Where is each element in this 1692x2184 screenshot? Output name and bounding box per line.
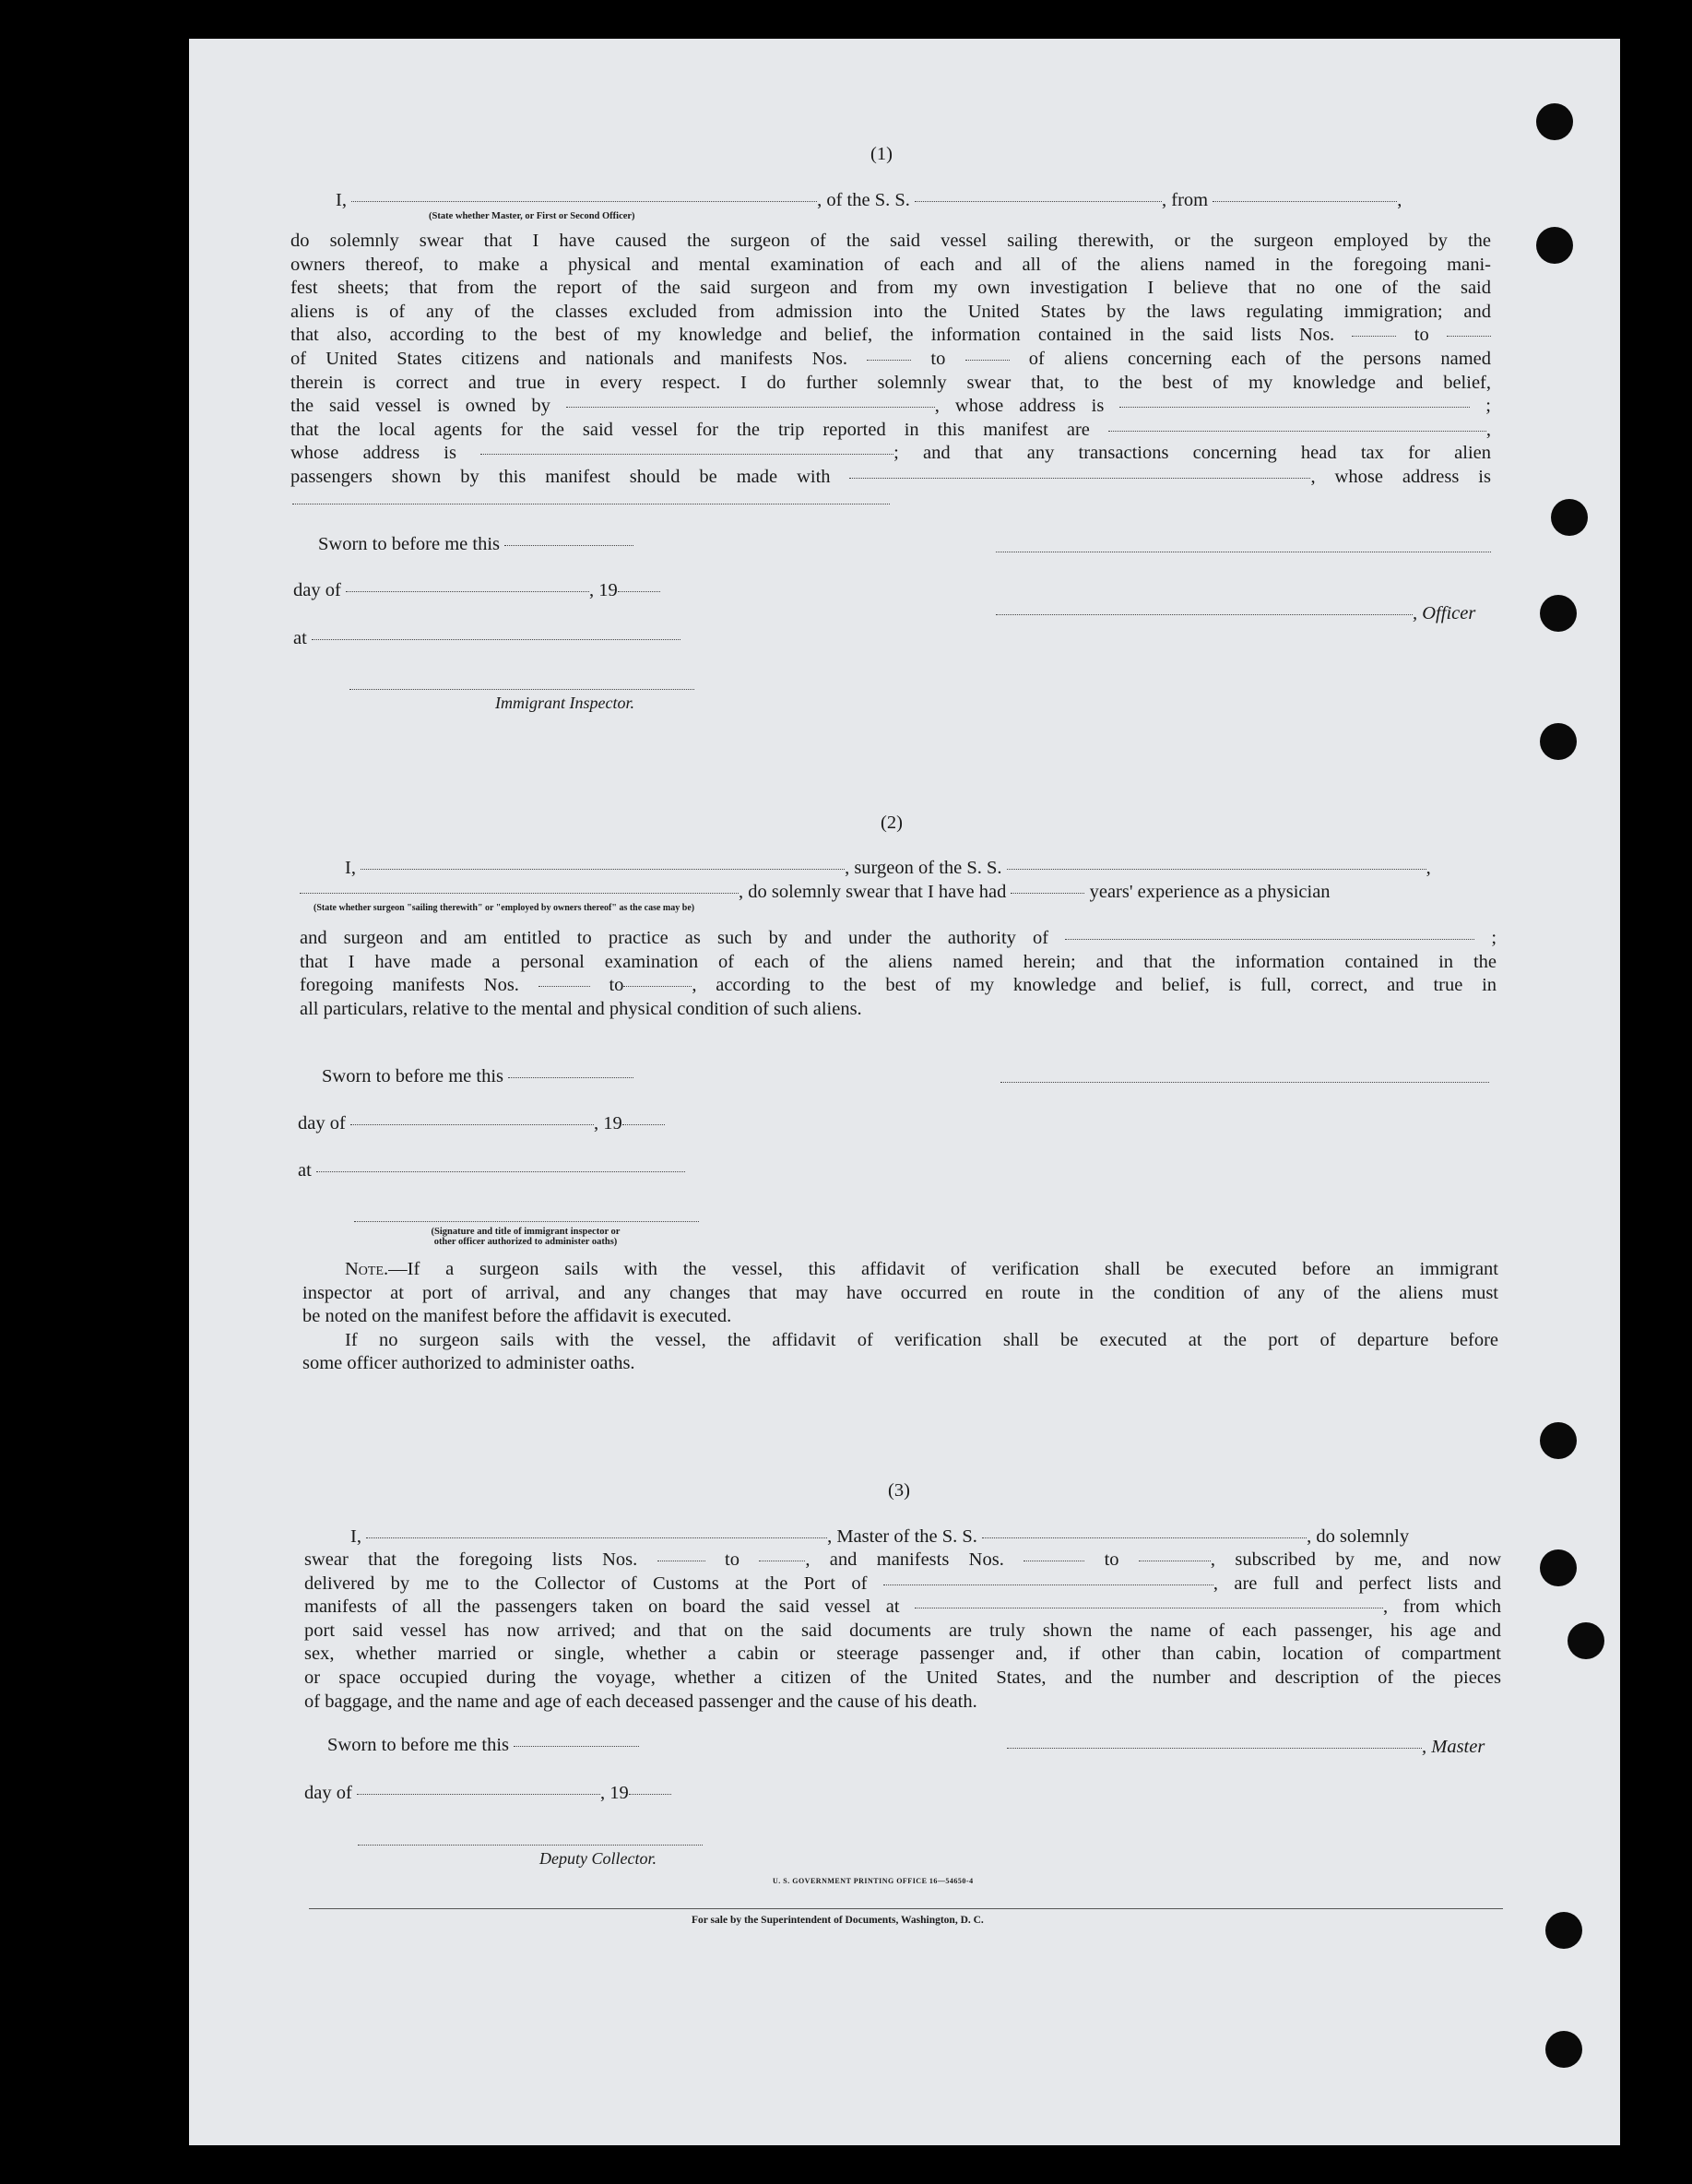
master-signature-line: , Master: [1007, 1736, 1485, 1760]
inspector-title: Immigrant Inspector.: [495, 694, 634, 712]
day-of-label: day of , 19: [298, 1112, 665, 1136]
affidavit-body: do solemnly swear that I have caused the surgeon of the said vessel sailing therewith, or the surgeon employed by the owners thereof, to make a physical and mental examination of each and all of the aliens named in the foregoing mani- fest sheets; that from the report of the said surgeon and from my own investigation I believe that no one of the said aliens is of any of the classes excluded from admission into the United States by the laws regulating immigration; and that also, according to the best of my knowledge and belief, the information contained in the said lists Nos. to of United States citizens and nationals and manifests Nos. to of aliens concerning each of the persons named therein is correct and true in every respect. I do further solemnly swear that, to the best of my knowledge and belief, the said vessel is owned by , whose address is ; that the local agents for the said vessel for the trip reported in this manifest are , whose address is ; and that any transactions concerning head tax for alien passengers shown by this manifest should be made with , whose address is: [290, 231, 1492, 487]
punch-hole: [1545, 2031, 1582, 2068]
punch-hole: [1551, 499, 1588, 536]
footer-rule: [309, 1908, 1503, 1909]
field-note: (State whether surgeon "sailing therewith" or "employed by owners thereof" as the case may be): [314, 903, 695, 913]
surgeon-opening: I, , surgeon of the S. S. ,: [345, 858, 1431, 878]
section-number: (3): [888, 1480, 910, 1501]
punch-hole: [1536, 227, 1573, 264]
collector-signature-line: [358, 1845, 703, 1846]
section-number: (2): [881, 813, 903, 833]
punch-hole: [1540, 723, 1577, 760]
printing-office-line: U. S. GOVERNMENT PRINTING OFFICE 16—54650-4: [773, 1877, 974, 1885]
master-opening: I, , Master of the S. S. , do solemnly: [350, 1526, 1410, 1547]
punch-hole: [1568, 1622, 1604, 1659]
inspector-signature-line: [354, 1221, 699, 1222]
punch-hole: [1540, 1549, 1577, 1586]
surgeon-line-2: , do solemnly swear that I have had years' experience as a physician: [300, 881, 1331, 905]
day-of-label: day of , 19: [304, 1782, 671, 1806]
officer-line: , Officer: [996, 602, 1475, 626]
collector-title: Deputy Collector.: [539, 1849, 657, 1868]
verification-note: Note.—If a surgeon sails with the vessel, this affidavit of verification shall be executed before an immigrant inspector at port of arrival, and any changes that may have occurred en route in the condition of any of the aliens must be noted on the manifest before the affidavit is executed. If no surgeon sails with the vessel, the affidavit of verification shall be executed at the port of departure before some officer authorized to administer oaths.: [302, 1259, 1498, 1374]
at-label: at: [298, 1159, 685, 1183]
signature-note: (Signature and title of immigrant inspector or other officer authorized to administer oaths): [431, 1227, 621, 1247]
sworn-label: Sworn to before me this: [327, 1734, 639, 1758]
surgeon-signature-line: [1000, 1082, 1489, 1083]
sworn-label: Sworn to before me this: [322, 1065, 633, 1089]
field-note: (State whether Master, or First or Second Officer): [429, 211, 635, 221]
punch-hole: [1545, 1912, 1582, 1949]
master-body: swear that the foregoing lists Nos. to , and manifests Nos. to , subscribed by me, and now delivered by me to the Collector of Customs at the Port of , are full and perfect lists and manifests of all the passengers taken on board the said vessel at , from which port said vessel has now arrived; and that on the said documents are truly shown the name of each passenger, his age and sex, whether married or single, whether a cabin or steerage passenger and, if other than cabin, location of compartment or space occupied during the voyage, whether a citizen of the United States, and the number and description of the pieces of baggage, and the name and age of each deceased passenger and the cause of his death.: [304, 1549, 1502, 1712]
at-label: at: [293, 627, 680, 651]
sworn-label: Sworn to before me this: [318, 533, 633, 557]
section-number: (1): [870, 144, 893, 164]
punch-hole: [1540, 595, 1577, 632]
affidavit-opening: I, , of the S. S. , from ,: [336, 190, 1402, 210]
surgeon-body: and surgeon and am entitled to practice as such by and under the authority of ; that I have made a personal examination of each of the aliens named herein; and that the information contained in the foregoing manifests Nos. to , according to the best of my knowledge and belief, is full, correct, and true in all particulars, relative to the mental and physical condition of such aliens.: [300, 928, 1497, 1019]
punch-hole: [1536, 103, 1573, 140]
punch-hole: [1540, 1422, 1577, 1459]
inspector-signature-line: [349, 689, 694, 690]
day-of-label: day of , 19: [293, 579, 660, 603]
sale-notice: For sale by the Superintendent of Documents, Washington, D. C.: [692, 1915, 984, 1926]
